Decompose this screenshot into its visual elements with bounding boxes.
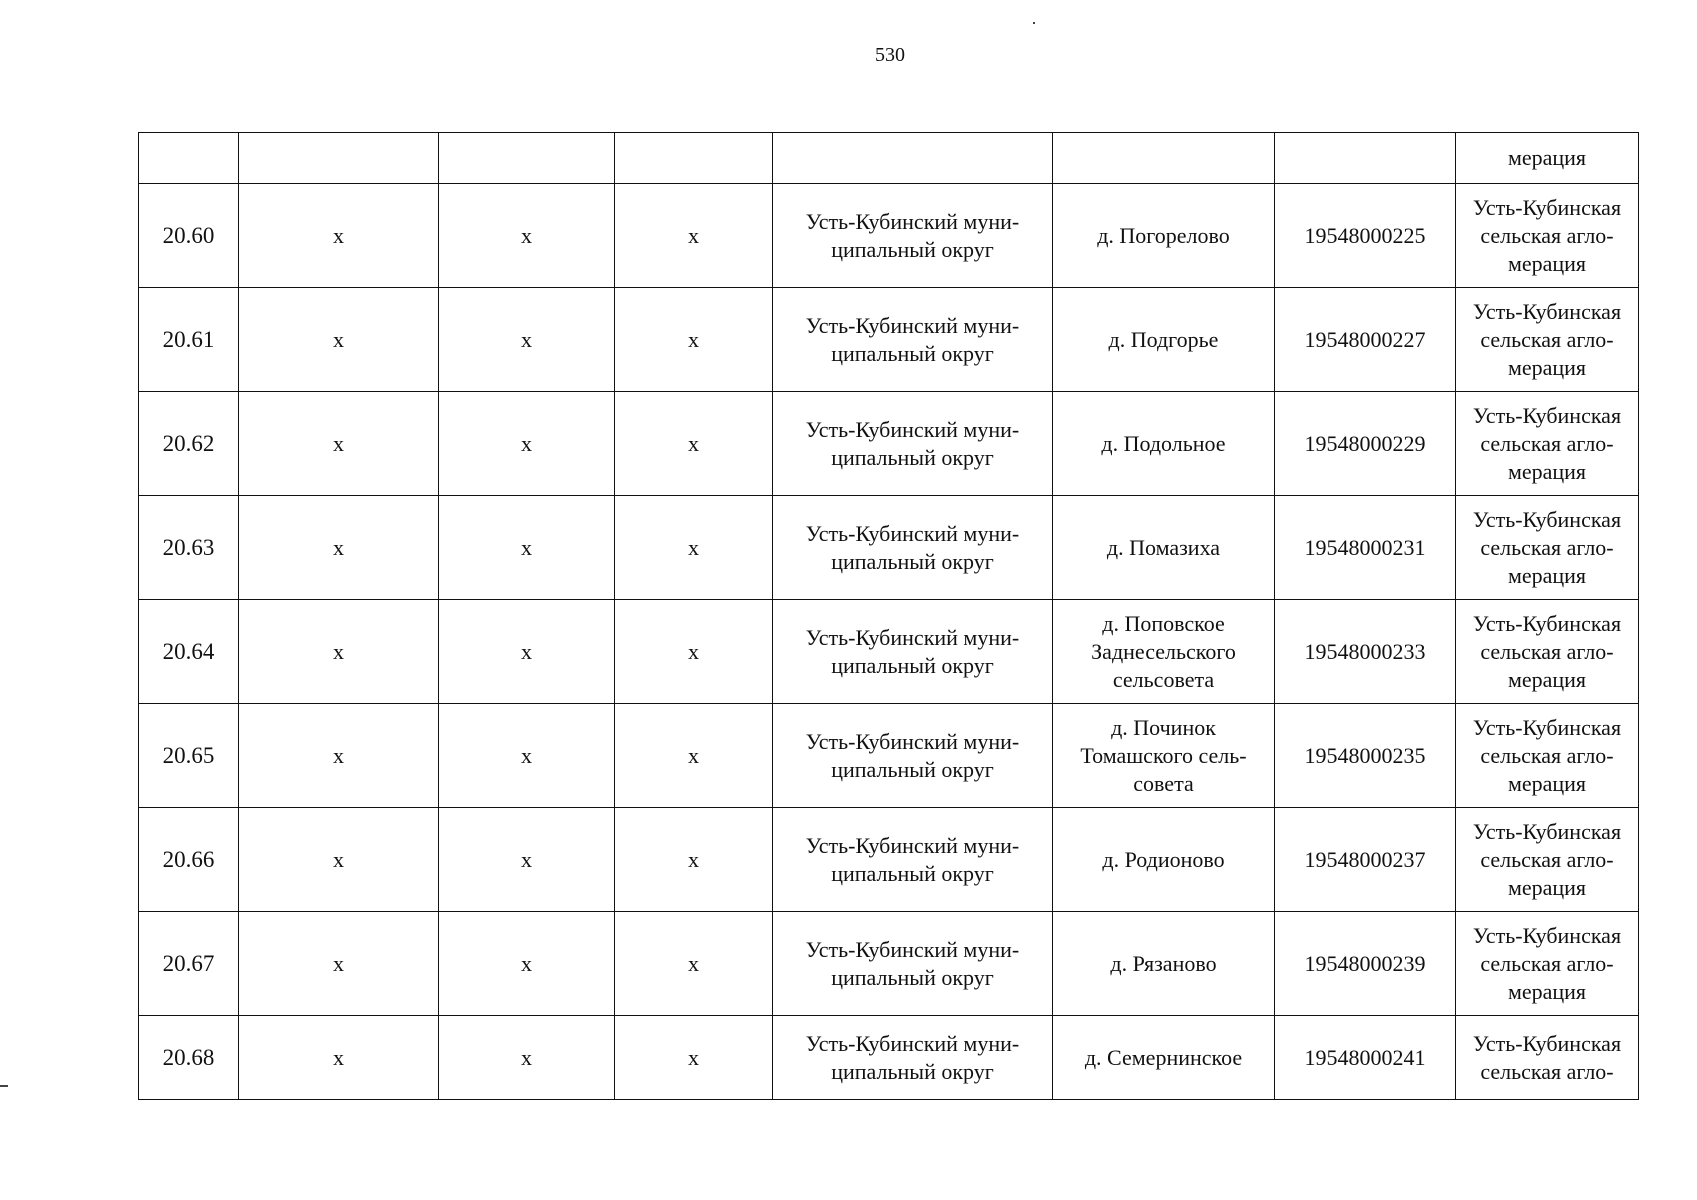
cell-municipality [773,496,1053,600]
cell-municipality-text: Усть-Кубинский муни-ципальный округ [805,208,1020,262]
cell-agglomeration [1456,912,1639,1016]
cell-mark [239,1016,439,1100]
cell-mark [615,392,773,496]
cell-code [1275,288,1456,392]
cell-mark [439,184,615,288]
table-row [139,288,1639,392]
cell-municipality-text: Усть-Кубинский муни-ципальный округ [805,312,1020,366]
continuation-row [139,133,1639,184]
cell-settlement [1053,1016,1275,1100]
cell-mark-text: х [333,950,344,976]
cell-mark [439,600,615,704]
cell-code-text: 19548000227 [1304,326,1426,352]
cell-code [1275,496,1456,600]
page-number: 530 [875,44,905,66]
cell-code [1275,912,1456,1016]
cell-code-text: 19548000241 [1304,1044,1426,1070]
cell-municipality-text: Усть-Кубинский муни-ципальный округ [805,936,1020,990]
cell-mark-text: х [688,534,699,560]
cell-mark-text: х [333,742,344,768]
cell-municipality [773,1016,1053,1100]
cell-mark [615,704,773,808]
table-row [139,1016,1639,1100]
cell-mark-text: х [333,430,344,456]
cell-mark-text: х [521,1044,532,1070]
cell-mark-text: х [333,534,344,560]
cell-mark-text: х [688,326,699,352]
cell-agglomeration [1456,392,1639,496]
cell-empty [1053,133,1275,184]
cell-municipality [773,392,1053,496]
cell-mark [439,496,615,600]
table-row [139,184,1639,288]
cell-number-text: 20.62 [162,430,215,456]
cell-settlement [1053,808,1275,912]
cell-municipality [773,184,1053,288]
cell-empty [1275,133,1456,184]
cell-mark [439,704,615,808]
cell-mark-text: х [688,950,699,976]
cell-number [139,1016,239,1100]
cell-agglomeration-text: Усть-Кубинская сельская агло-мерация [1472,298,1622,380]
cell-number [139,496,239,600]
cell-agglomeration-text: Усть-Кубинская сельская агло-мерация [1472,610,1622,692]
cell-settlement-text: д. Починок Томашского сель-совета [1080,714,1247,796]
cell-number-text: 20.66 [162,846,215,872]
cell-settlement [1053,600,1275,704]
cell-settlement-text: д. Помазиха [1106,534,1221,560]
cell-mark-text: х [521,950,532,976]
cell-mark [615,496,773,600]
cell-municipality-text: Усть-Кубинский муни-ципальный округ [805,624,1020,678]
cell-code-text: 19548000233 [1304,638,1426,664]
cell-mark [439,392,615,496]
cell-mark-text: х [521,222,532,248]
cell-number-text: 20.63 [162,534,215,560]
cell-mark [239,496,439,600]
cell-mark-text: х [521,742,532,768]
cell-number-text: 20.68 [162,1044,215,1070]
cell-agglomeration [1456,704,1639,808]
cell-code [1275,184,1456,288]
cell-mark [615,1016,773,1100]
cell-number [139,184,239,288]
cell-mark-text: х [333,638,344,664]
cell-agglomeration [1456,288,1639,392]
cell-agglomeration-text: Усть-Кубинская сельская агло-мерация [1472,506,1622,588]
cell-mark [239,392,439,496]
cell-municipality-text: Усть-Кубинский муни-ципальный округ [805,1030,1020,1084]
cell-code [1275,704,1456,808]
cell-empty [615,133,773,184]
cell-code-text: 19548000239 [1304,950,1426,976]
table-row [139,912,1639,1016]
table-row [139,704,1639,808]
cell-empty [239,133,439,184]
cell-settlement-text: д. Родионово [1102,846,1225,872]
cell-mark-text: х [333,846,344,872]
cell-settlement [1053,912,1275,1016]
table-body [139,133,1639,1100]
cell-code-text: 19548000225 [1304,222,1426,248]
cell-mark-text: х [688,1044,699,1070]
cell-mark [615,288,773,392]
cell-agglomeration [1456,600,1639,704]
cell-agglomeration-text: Усть-Кубинская сельская агло-мерация [1472,922,1622,1004]
cell-number-text: 20.65 [162,742,215,768]
scan-mark-left [0,1085,8,1087]
cell-municipality [773,808,1053,912]
cell-mark [239,288,439,392]
cell-mark [439,808,615,912]
settlements-table [138,132,1639,1100]
cell-code-text: 19548000231 [1304,534,1426,560]
cell-code [1275,1016,1456,1100]
cell-municipality-text: Усть-Кубинский муни-ципальный округ [805,728,1020,782]
cell-mark-text: х [521,846,532,872]
cell-code [1275,392,1456,496]
cell-settlement-text: д. Поповское Заднесельского сельсовета [1091,610,1236,692]
cell-mark [439,288,615,392]
cell-mark-text: х [333,326,344,352]
cell-settlement-text: д. Семернинское [1084,1044,1243,1070]
cell-mark [615,184,773,288]
cell-empty [139,133,239,184]
cell-settlement-text: д. Подгорье [1108,326,1219,352]
cell-mark [615,600,773,704]
cell-mark-text: х [521,326,532,352]
cell-mark-text: х [688,222,699,248]
cell-settlement [1053,496,1275,600]
cell-code-text: 19548000235 [1304,742,1426,768]
cell-mark [239,704,439,808]
scan-mark-top [1033,22,1035,24]
cell-agglomeration [1456,496,1639,600]
cell-number-text: 20.60 [162,222,215,248]
cell-mark [439,1016,615,1100]
cell-mark-text: х [521,430,532,456]
cell-settlement [1053,704,1275,808]
cell-number-text: 20.64 [162,638,215,664]
cell-mark-text: х [333,1044,344,1070]
cell-empty [773,133,1053,184]
cell-agglomeration [1456,1016,1639,1100]
cell-settlement [1053,288,1275,392]
cell-municipality-text: Усть-Кубинский муни-ципальный округ [805,832,1020,886]
cell-number-text: 20.61 [162,326,215,352]
cell-agglomeration [1456,808,1639,912]
cell-mark-text: х [333,222,344,248]
cell-number [139,600,239,704]
cell-municipality-text: Усть-Кубинский муни-ципальный округ [805,520,1020,574]
cell-mark [615,808,773,912]
cell-mark-text: х [521,638,532,664]
cell-number [139,392,239,496]
cell-municipality-text: Усть-Кубинский муни-ципальный округ [805,416,1020,470]
cell-mark [239,912,439,1016]
cell-mark-text: х [688,846,699,872]
cell-agglomeration-text: Усть-Кубинская сельская агло-мерация [1472,194,1622,276]
cell-mark [239,600,439,704]
cell-mark [239,808,439,912]
cell-number [139,288,239,392]
cell-settlement-text: д. Подольное [1101,430,1226,456]
table-row [139,496,1639,600]
cell-mark [615,912,773,1016]
cell-settlement-text: д. Рязаново [1110,950,1217,976]
cell-agglomeration-text: Усть-Кубинская сельская агло-мерация [1472,402,1622,484]
cell-municipality [773,704,1053,808]
cell-code-text: 19548000237 [1304,846,1426,872]
cell-mark-text: х [688,430,699,456]
table-row [139,392,1639,496]
cell-code-text: 19548000229 [1304,430,1426,456]
cell-code [1275,600,1456,704]
cell-mark-text: х [688,742,699,768]
cell-mark-text: х [521,534,532,560]
cell-agglomeration-text: Усть-Кубинская сельская агло- [1472,1030,1622,1084]
cell-agglomeration-continuation: мерация [1456,133,1639,184]
table-row [139,600,1639,704]
cell-settlement-text: д. Погорелово [1097,222,1230,248]
cell-municipality [773,288,1053,392]
cell-municipality [773,912,1053,1016]
cell-number [139,912,239,1016]
cell-agglomeration-text: Усть-Кубинская сельская агло-мерация [1472,818,1622,900]
cell-number [139,704,239,808]
cell-agglomeration [1456,184,1639,288]
table-row [139,808,1639,912]
cell-settlement [1053,184,1275,288]
cell-mark-text: х [688,638,699,664]
cell-mark [439,912,615,1016]
cell-empty [439,133,615,184]
cell-agglomeration-text: Усть-Кубинская сельская агло-мерация [1472,714,1622,796]
cell-mark [239,184,439,288]
cell-number [139,808,239,912]
cell-number-text: 20.67 [162,950,215,976]
cell-code [1275,808,1456,912]
cell-municipality [773,600,1053,704]
cell-settlement [1053,392,1275,496]
